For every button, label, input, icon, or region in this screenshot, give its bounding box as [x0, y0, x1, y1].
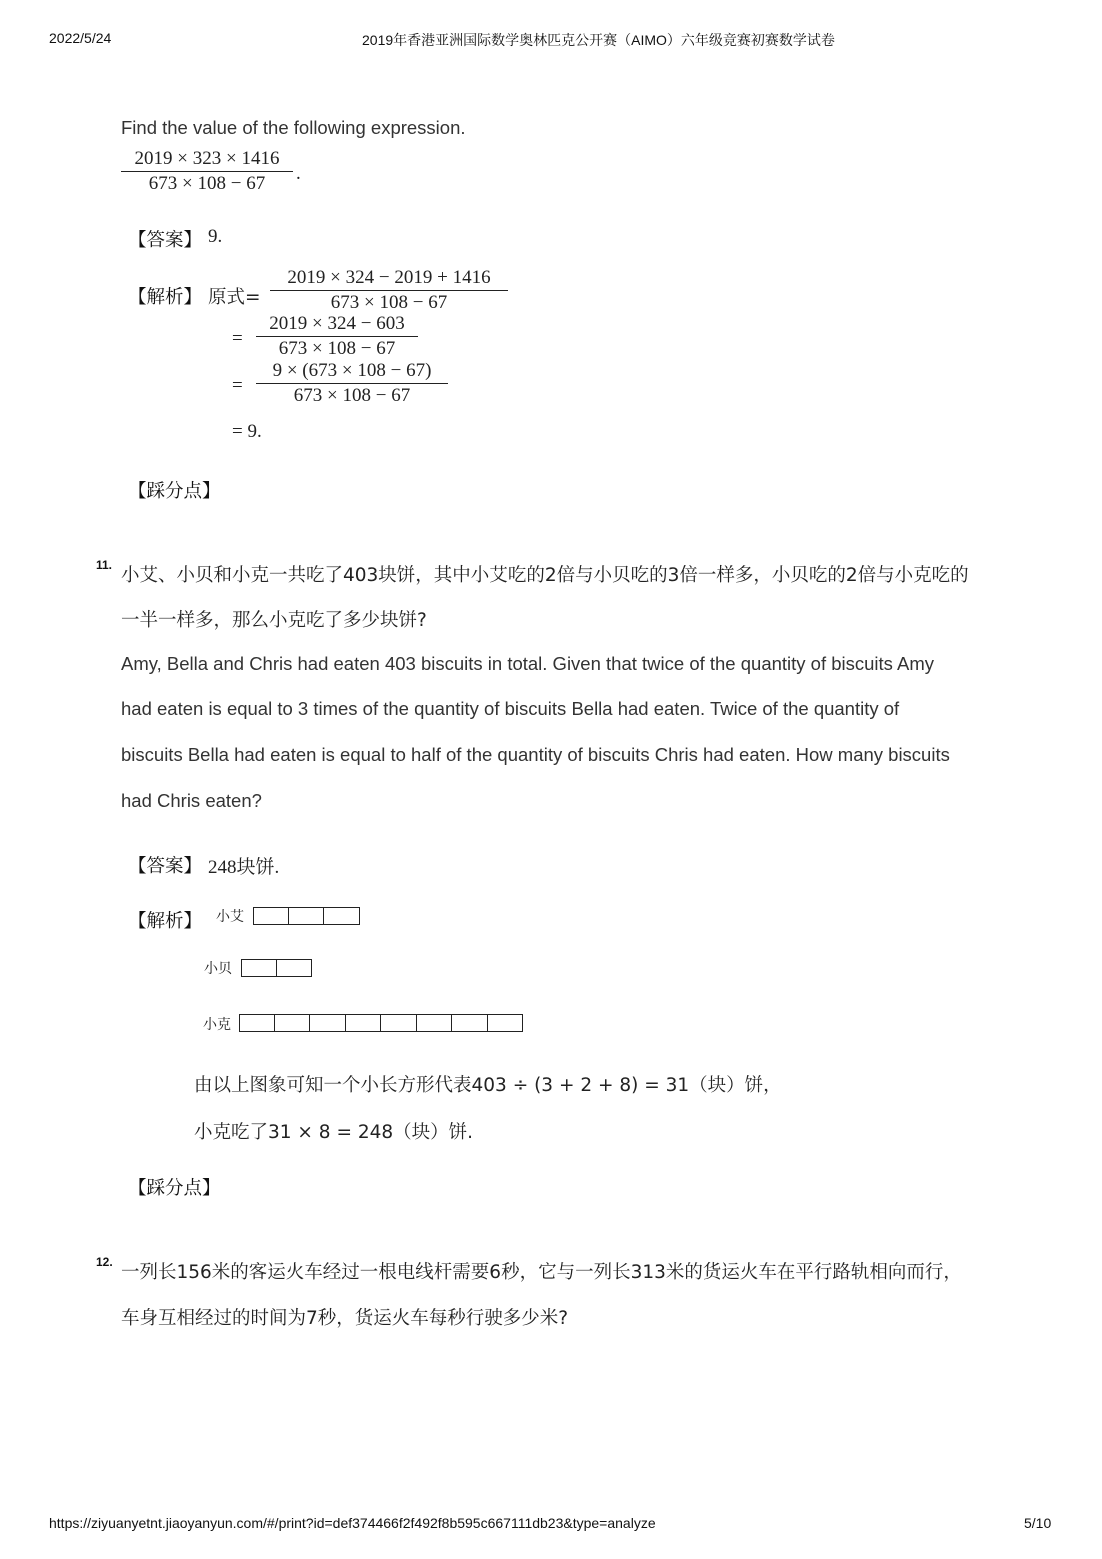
- diagram-label-chris: 小克: [203, 1017, 231, 1033]
- diagram-box: [452, 1014, 488, 1032]
- q10-step1: [270, 266, 508, 315]
- diagram-row-bella: [241, 959, 312, 977]
- diagram-box: [241, 959, 277, 977]
- q10-step1-denominator: 673 × 108 − 67: [270, 290, 508, 315]
- diagram-box: [275, 1014, 311, 1032]
- q11-analysis-tag: 【解析】: [128, 911, 203, 932]
- q10-step2-numerator: 2019 × 324 − 603: [269, 313, 405, 334]
- diagram-box: [381, 1014, 417, 1032]
- q12-cn-line2: 车身互相经过的时间为7秒，货运火车每秒行驶多少米?: [121, 1308, 569, 1329]
- q10-prompt: Find the value of the following expression.: [121, 117, 466, 138]
- q10-step3-numerator: 9 × (673 × 108 − 67): [272, 360, 432, 381]
- q10-step4: = 9.: [232, 421, 262, 442]
- q11-cn-line2: 一半一样多，那么小克吃了多少块饼?: [121, 610, 427, 631]
- q10-step2-denominator: 673 × 108 − 67: [256, 336, 418, 361]
- diagram-row-chris: [239, 1014, 523, 1032]
- page-number: 5/10: [1024, 1515, 1052, 1531]
- footer-url: https://ziyuanyetnt.jiaoyanyun.com/#/print?id=def374466f2f492f8b595c667111db23&type=analyze: [49, 1515, 656, 1531]
- q10-step3-denominator: 673 × 108 − 67: [256, 383, 448, 408]
- q10-expression-period: .: [296, 163, 301, 184]
- print-date: 2022/5/24: [49, 30, 112, 46]
- q10-answer-value: 9.: [208, 226, 223, 247]
- q10-points-tag: 【踩分点】: [128, 481, 221, 502]
- diagram-box: [277, 959, 313, 977]
- q11-points-tag: 【踩分点】: [128, 1178, 221, 1199]
- q10-expression-denominator: 673 × 108 − 67: [121, 171, 293, 196]
- q12-cn-line1: 一列长156米的客运火车经过一根电线杆需要6秒，它与一列长313米的货运火车在平行路轨相向而行，: [121, 1262, 962, 1283]
- diagram-box: [417, 1014, 453, 1032]
- diagram-box: [346, 1014, 382, 1032]
- diagram-row-amy: [253, 907, 360, 925]
- q10-analysis-lead: 原式=: [208, 287, 261, 308]
- diagram-box: [324, 907, 360, 925]
- q10-analysis-tag: 【解析】: [128, 287, 203, 308]
- q11-en-line4: had Chris eaten?: [121, 790, 262, 811]
- q11-explain1: 由以上图象可知一个小长方形代表403 ÷ (3 + 2 + 8) = 31（块）饼，: [194, 1075, 782, 1096]
- diagram-box: [488, 1014, 524, 1032]
- q11-en-line1: Amy, Bella and Chris had eaten 403 biscuits in total. Given that twice of the quantity of biscuits Amy: [121, 653, 935, 674]
- q11-cn-line1: 小艾、小贝和小克一共吃了403块饼，其中小艾吃的2倍与小贝吃的3倍一样多，小贝吃的2倍与小克吃的: [121, 565, 969, 586]
- q11-en-line2: had eaten is equal to 3 times of the quantity of biscuits Bella had eaten. Twice of the quantity of: [121, 698, 900, 719]
- q12-number: 12.: [96, 1255, 113, 1269]
- q10-expression: [121, 147, 293, 196]
- q10-step1-numerator: 2019 × 324 − 2019 + 1416: [287, 267, 491, 288]
- diagram-label-bella: 小贝: [204, 961, 232, 977]
- diagram-box: [289, 907, 325, 925]
- diagram-box: [239, 1014, 275, 1032]
- q10-step2: [256, 312, 418, 361]
- q11-answer-value: 248块饼.: [208, 857, 280, 878]
- q10-answer-tag: 【答案】: [128, 230, 203, 251]
- q11-number: 11.: [96, 558, 113, 572]
- q11-explain2: 小克吃了31 × 8 = 248（块）饼.: [194, 1122, 474, 1143]
- q10-step2-equals: =: [232, 328, 243, 349]
- diagram-box: [310, 1014, 346, 1032]
- diagram-box: [253, 907, 289, 925]
- q11-en-line3: biscuits Bella had eaten is equal to half of the quantity of biscuits Chris had eaten. How many biscuits: [121, 744, 950, 765]
- document-title: 2019年香港亚洲国际数学奥林匹克公开赛（AIMO）六年级竞赛初赛数学试卷: [362, 32, 835, 48]
- q10-expression-numerator: 2019 × 323 × 1416: [134, 148, 280, 169]
- q10-step3: [256, 359, 448, 408]
- q10-step3-equals: =: [232, 375, 243, 396]
- diagram-label-amy: 小艾: [216, 909, 244, 925]
- q11-answer-tag: 【答案】: [128, 856, 203, 877]
